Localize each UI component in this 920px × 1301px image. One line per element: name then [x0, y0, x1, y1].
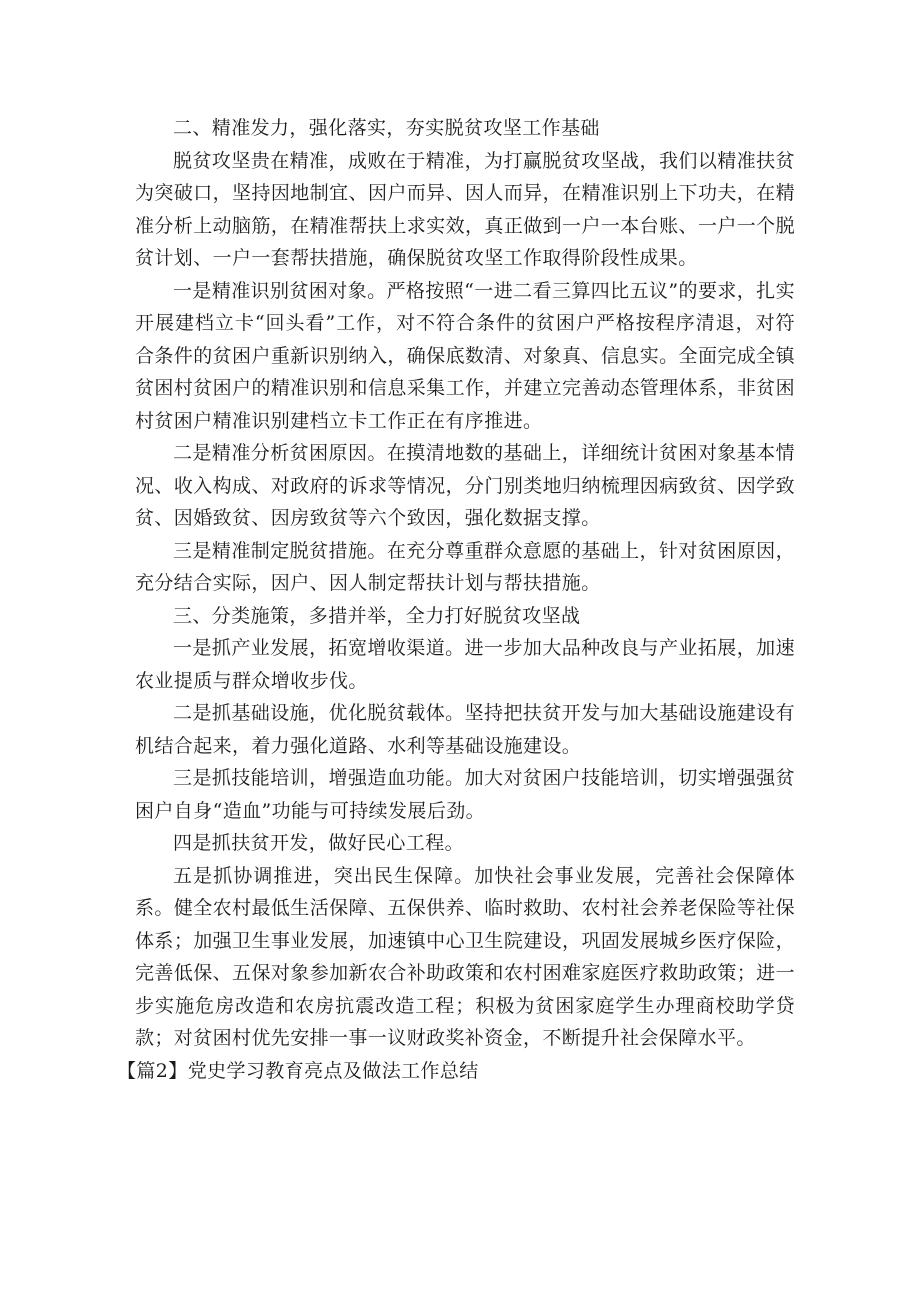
paragraph-industry: 一是抓产业发展，拓宽增收渠道。进一步加大品种改良与产业拓展，加速农业提质与群众增收步伐。	[135, 637, 795, 692]
paragraph-analyze-causes: 二是精准分析贫困原因。在摸清地数的基础上，详细统计贫困对象基本情况、收入构成、对政府的诉求等情况，分门别类地归纳梳理因病致贫、因学致贫、因婚致贫、因房致贫等六个致因，强化数据支撑。	[135, 442, 795, 529]
document-body	[117, 112, 795, 1087]
paragraph-poverty-development: 四是抓扶贫开发，做好民心工程。	[173, 832, 465, 854]
section-heading-2: 二、精准发力，强化落实，夯实脱贫攻坚工作基础	[173, 117, 600, 139]
paragraph-infrastructure: 二是抓基础设施，优化脱贫载体。坚持把扶贫开发与加大基础设施建设有机结合起来，着力强化道路、水利等基础设施建设。	[135, 702, 795, 757]
paragraph-skills-training: 三是抓技能培训，增强造血功能。加大对贫困户技能培训，切实增强强贫困户自身“造血”功能与可持续发展后劲。	[135, 767, 795, 822]
paragraph-formulate-measures: 三是精准制定脱贫措施。在充分尊重群众意愿的基础上，针对贫困原因，充分结合实际，因户、因人制定帮扶计划与帮扶措施。	[135, 539, 795, 594]
article-title-part-2: 【篇2】党史学习教育亮点及做法工作总结	[117, 1059, 479, 1082]
paragraph-social-security: 五是抓协调推进，突出民生保障。加快社会事业发展，完善社会保障体系。健全农村最低生活保障、五保供养、临时救助、农村社会养老保险等社保体系；加强卫生事业发展，加速镇中心卫生院建设，巩固发展城乡医疗保险，完善低保、五保对象参加新农合补助政策和农村困难家庭医疗救助政策；进一步实施危房改造和农房抗震改造工程；积极为贫困家庭学生办理商校助学贷款；对贫困村优先安排一事一议财政奖补资金，不断提升社会保障水平。	[135, 864, 795, 1049]
paragraph-precision-intro: 脱贫攻坚贵在精准，成败在于精准，为打赢脱贫攻坚战，我们以精准扶贫为突破口，坚持因地制宜、因户而异、因人而异，在精准识别上下功夫，在精准分析上动脑筋，在精准帮扶上求实效，真正做到一户一本台账、一户一个脱贫计划、一户一套帮扶措施，确保脱贫攻坚工作取得阶段性成果。	[135, 149, 795, 269]
section-heading-3: 三、分类施策，多措并举，全力打好脱贫攻坚战	[173, 604, 581, 627]
paragraph-identify-targets: 一是精准识别贫困对象。严格按照“一进二看三算四比五议”的要求，扎实开展建档立卡“回头看”工作，对不符合条件的贫困户严格按程序清退，对符合条件的贫困户重新识别纳入，确保底数清、对象真、信息实。全面完成全镇贫困村贫困户的精准识别和信息采集工作，并建立完善动态管理体系，非贫困村贫困户精准识别建档立卡工作正在有序推进。	[135, 279, 795, 432]
